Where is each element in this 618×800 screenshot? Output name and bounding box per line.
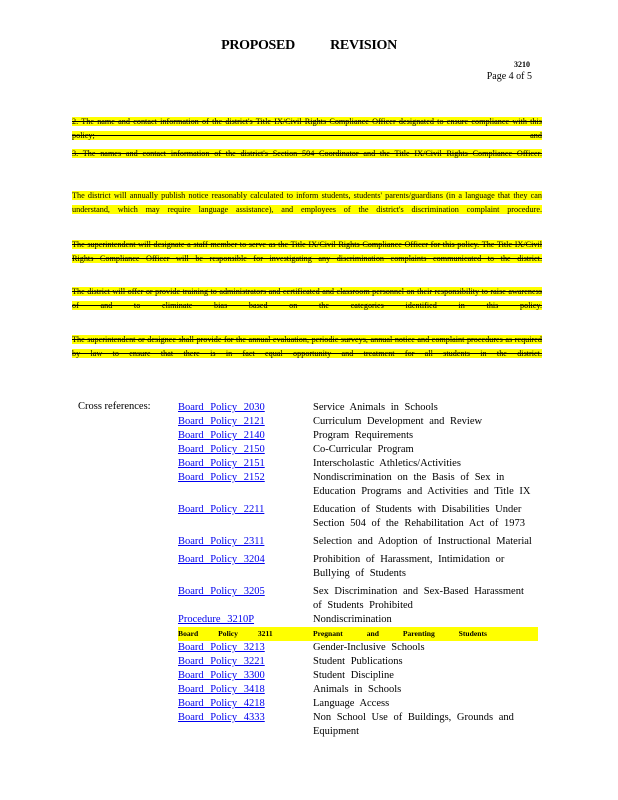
policy-title: Pregnant and Parenting Students [313,627,538,641]
list-item [178,443,538,457]
paragraph-text: The superintendent will designate a staff member to serve as the Title IX/Civil Rights Compliance Officer for this policy. The Title IX/Civil Rights Compliance Officer will be responsible for investigating any discrimination complaints communicated to the district. [72,240,542,263]
policy-title: Program Requirements [313,430,414,441]
policy-link[interactable]: Board Policy 3300 [178,670,265,681]
document-number: 3210 [514,60,530,69]
cross-references-heading: Cross references: [78,401,151,412]
list-item [178,401,538,415]
list-item [178,415,538,429]
list-item [178,613,538,627]
paragraph-text: 3. The names and contact information of the district's Section 504 Coordinator and the Title IX/Civil Rights Compliance Officer. [72,149,542,158]
paragraph-item-3 [72,147,542,161]
policy-title: Gender-Inclusive Schools [313,642,425,653]
policy-title: Service Animals in Schools [313,402,438,413]
list-item-highlighted [178,627,538,641]
paragraph-evaluation [72,333,542,360]
policy-title: Prohibition of Harassment, Intimidation or Bullying of Students [313,554,505,579]
policy-title: Nondiscrimination [313,614,392,625]
policy-link[interactable]: Board Policy 2211 [178,504,265,515]
page-number: Page 4 of 5 [486,71,532,82]
list-item [178,457,538,471]
policy-title: Nondiscrimination on the Basis of Sex in Education Programs and Activities and Title IX [313,472,531,497]
paragraph-text: The superintendent or designee shall provide for the annual evaluation, periodic surveys, annual notice and complaint procedures as required by law to ensure that there is in fact equal opportunity and treatment for all students in the district. [72,335,542,358]
list-item [178,655,538,669]
paragraph-text: 2. The name and contact information of the district's Title IX/Civil Rights Compliance Officer designated to ensure compliance with this policy; and [72,117,542,140]
list-item [178,429,538,443]
policy-title: Language Access [313,698,390,709]
policy-title: Interscholastic Athletics/Activities [313,458,461,469]
procedure-link[interactable]: Procedure 3210P [178,614,255,625]
policy-link[interactable]: Board Policy 3211 [178,627,313,641]
policy-title: Sex Discrimination and Sex-Based Harassment of Students Prohibited [313,586,524,611]
list-item [178,585,538,613]
paragraph-item-2 [72,115,542,142]
paragraph-annual-notice [72,189,542,216]
policy-link[interactable]: Board Policy 3418 [178,684,265,695]
policy-link[interactable]: Board Policy 2150 [178,444,265,455]
list-item [178,711,538,739]
policy-title: Education of Students with Disabilities Under Section 504 of the Rehabilitation Act of 1973 [313,504,526,529]
page-title: PROPOSED REVISION [221,38,397,53]
list-item [178,553,538,581]
paragraph-text: The district will offer or provide training to administrators and certificated and classroom personnel on their responsibility to raise awareness of and to eliminate bias based on the categories identified in this policy. [72,287,542,310]
list-item [178,641,538,655]
policy-title: Animals in Schools [313,684,402,695]
policy-link[interactable]: Board Policy 3213 [178,642,265,653]
list-item [178,503,538,531]
list-item [178,471,538,499]
policy-link[interactable]: Board Policy 4333 [178,712,265,723]
policy-link[interactable]: Board Policy 2121 [178,416,265,427]
policy-link[interactable]: Board Policy 3205 [178,586,265,597]
policy-title: Selection and Adoption of Instructional Material [313,536,532,547]
policy-title: Non School Use of Buildings, Grounds and Equipment [313,712,514,737]
paragraph-compliance-officer [72,238,542,265]
policy-link[interactable]: Board Policy 3221 [178,656,265,667]
policy-link[interactable]: Board Policy 2152 [178,472,265,483]
policy-title: Co-Curricular Program [313,444,414,455]
paragraph-training [72,285,542,312]
list-item [178,697,538,711]
policy-link[interactable]: Board Policy 2030 [178,402,265,413]
list-item [178,535,538,549]
cross-references-list [178,401,538,739]
list-item [178,669,538,683]
policy-link[interactable]: Board Policy 2140 [178,430,265,441]
policy-link[interactable]: Board Policy 2311 [178,536,265,547]
list-item [178,683,538,697]
policy-title: Student Discipline [313,670,394,681]
policy-title: Student Publications [313,656,403,667]
paragraph-text: The district will annually publish notice reasonably calculated to inform students, students' parents/guardians (in a language that they can understand, which may require language assistance), and employees of the district's discrimination complaint procedure. [72,191,542,214]
policy-title: Curriculum Development and Review [313,416,483,427]
policy-link[interactable]: Board Policy 3204 [178,554,265,565]
policy-link[interactable]: Board Policy 4218 [178,698,265,709]
policy-link[interactable]: Board Policy 2151 [178,458,265,469]
